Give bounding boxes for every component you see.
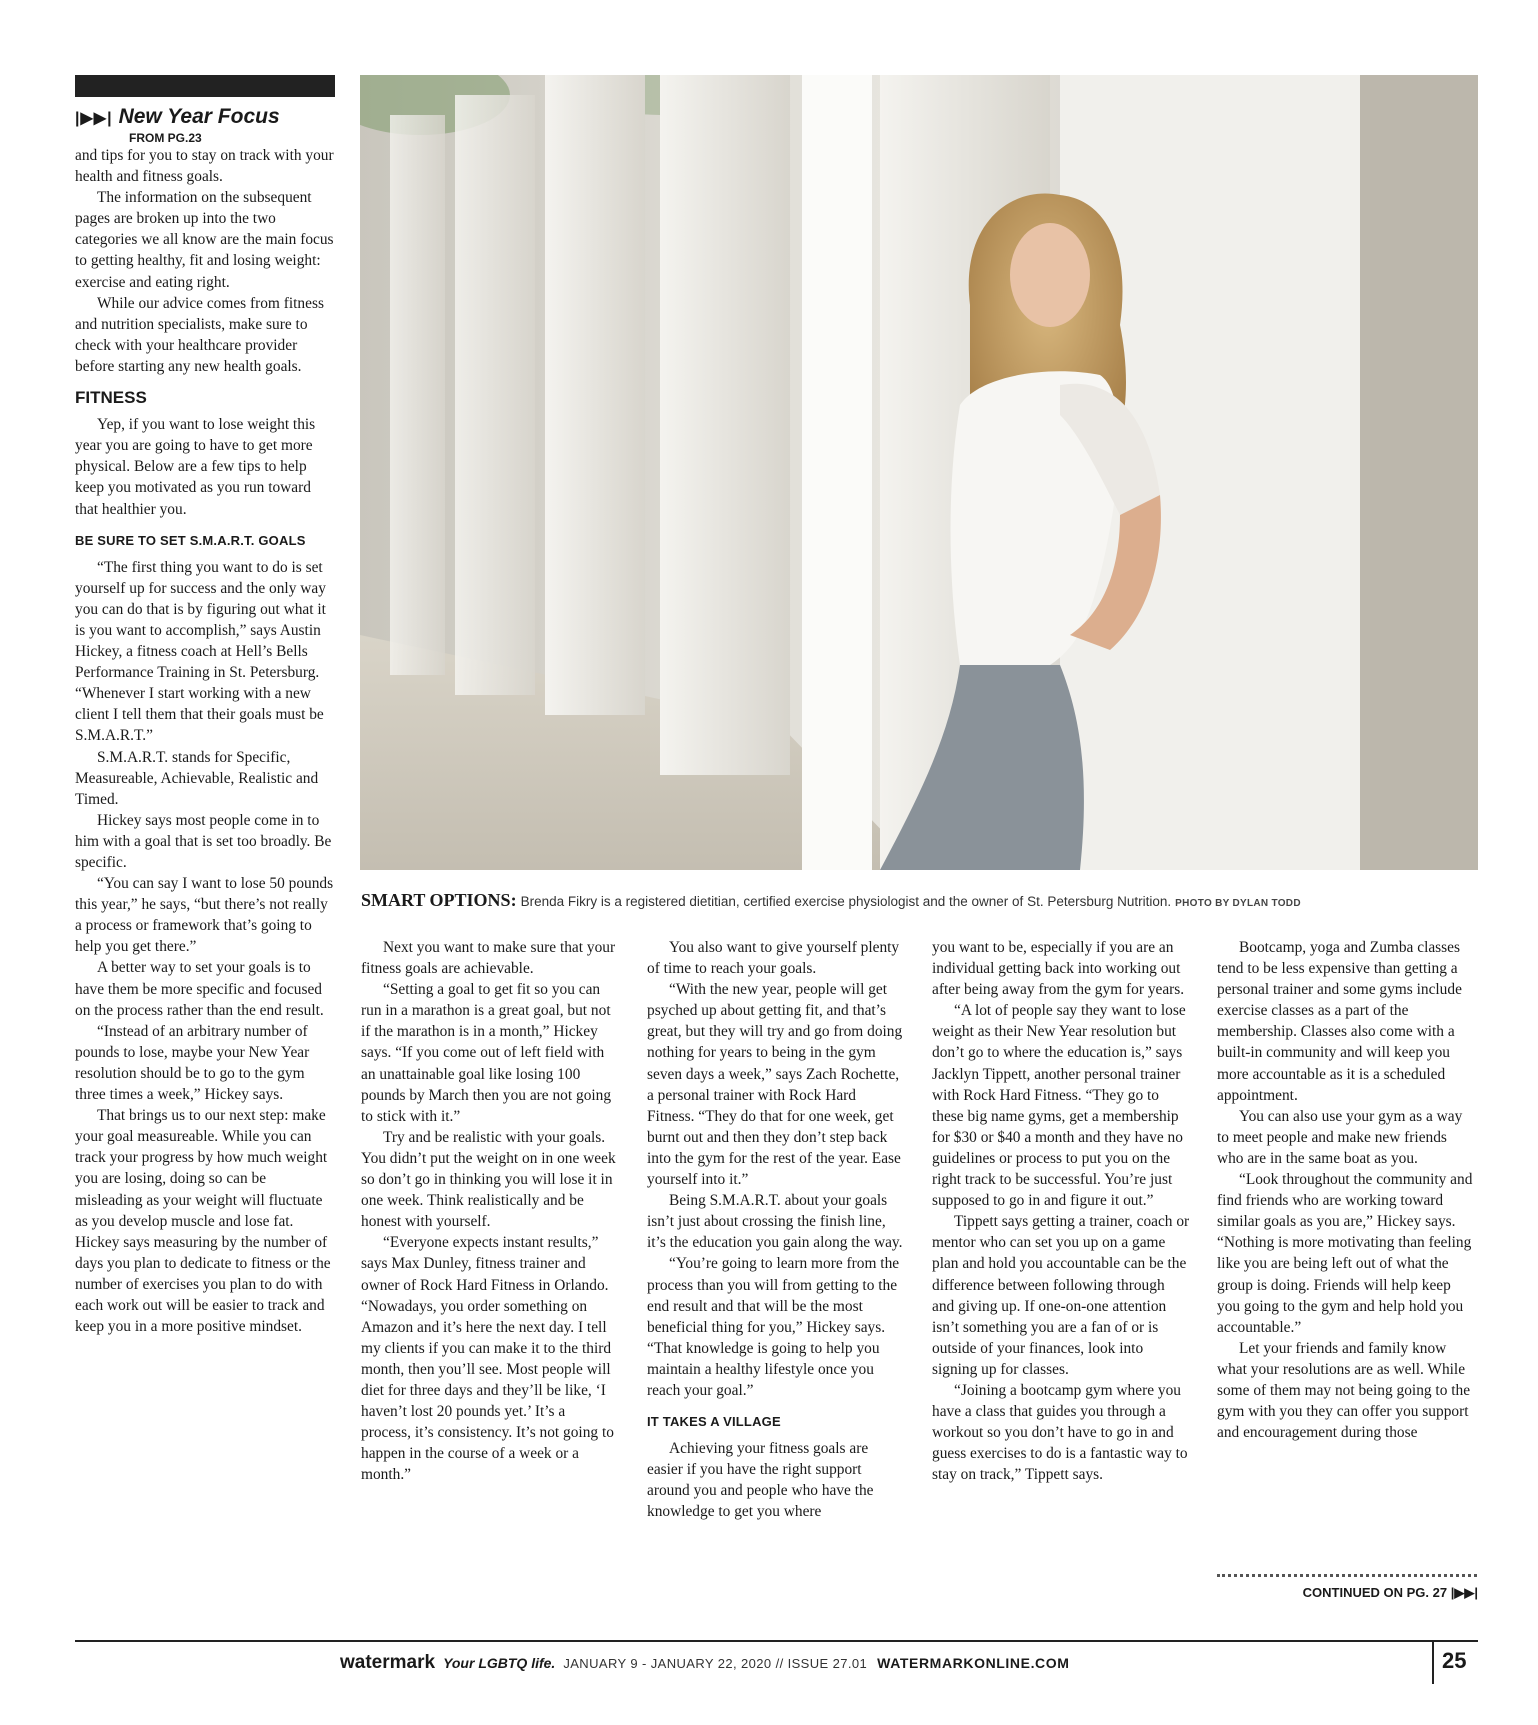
- paragraph: “Joining a bootcamp gym where you have a class that guides you through a workout so you don’t have to go in and guess exercises to do is a fantastic way to stay on track,” Tippett says.: [932, 1381, 1188, 1484]
- paragraph: Achieving your fitness goals are easier if you have the right support around you and people who have the knowledge to get you where: [647, 1440, 874, 1521]
- site-url[interactable]: WATERMARKONLINE.COM: [877, 1655, 1070, 1671]
- paragraph: Hickey says most people come in to him with a goal that is set too broadly. Be specific.: [75, 811, 332, 871]
- paragraph: Next you want to make sure that your fitness goals are achievable.: [361, 939, 616, 978]
- paragraph: “The first thing you want to do is set yourself up for success and the only way you can do that is by figuring out what it is you want to accomplish,” says Austin Hickey, a fitness coach at Hell’s Bells Performance Training in St. Petersburg. “Whenever I start working with a new client I tell them that their goals must be S.M.A.R.T.”: [75, 558, 326, 745]
- paragraph: “Instead of an arbitrary number of pounds to lose, maybe your New Year resolution should be to go to the gym three times a week,” Hickey says.: [75, 1022, 310, 1104]
- arrows-icon: |▶▶|: [75, 110, 113, 127]
- paragraph: “Everyone expects instant results,” says Max Dunley, fitness trainer and owner of Rock Hard Fitness in Orlando. “Nowadays, you order something on Amazon and it’s here the next day. I tell my clients if you can make it to the third month, then you’ll see. Most people will diet for three days and they’ll be like, ‘I haven’t lost 20 pounds yet.’ It’s a process, it’s consistency. It’s not going to happen in the course of a week or a month.”: [361, 1234, 614, 1484]
- paragraph: and tips for you to stay on track with your health and fitness goals.: [75, 147, 334, 186]
- paragraph: Bootcamp, yoga and Zumba classes tend to be less expensive than getting a personal trainer and some gyms include exercise classes as a part of the membership. Classes also come with a built-in community and will keep you more accountable as it is a scheduled appointment.: [1217, 939, 1462, 1104]
- brand-tagline: Your LGBTQ life.: [443, 1655, 556, 1671]
- village-heading: IT TAKES A VILLAGE: [647, 1414, 781, 1430]
- sidebar-body: [75, 145, 335, 1337]
- paragraph: “With the new year, people will get psyched up about getting fit, and that’s great, but they will try and go from doing nothing for years to being in the gym seven days a week,” says Zach Rochette, a personal trainer with Rock Hard Fitness. “They do that for one week, get burnt out and then they don’t step back into the gym for the rest of the year. Ease yourself into it.”: [647, 981, 903, 1189]
- paragraph: Let your friends and family know what your resolutions are as well. While some of them may not being going to the gym with you they can offer you support and encouragement during those: [1217, 1339, 1471, 1442]
- page-footer: [340, 1652, 1420, 1674]
- footer-divider: [1432, 1640, 1434, 1684]
- article-column-3: [647, 937, 905, 1523]
- paragraph: Yep, if you want to lose weight this year you are going to have to get more physical. Below are a few tips to help keep you motivated as you run toward that healthier you.: [75, 416, 316, 518]
- brand-logo: watermark: [340, 1652, 436, 1673]
- article-column-4: [932, 937, 1190, 1485]
- paragraph: Tippett says getting a trainer, coach or mentor who can set you up on a game plan and hold you accountable can be the difference between following through and giving up. If one-on-one attention isn’t something you are a fan of or is outside of your finances, look into signing up for classes.: [932, 1213, 1190, 1378]
- paragraph: “You can say I want to lose 50 pounds this year,” he says, “but there’s not really a process or framework that’s going to help you get there.”: [75, 875, 334, 956]
- page-number: 25: [1442, 1648, 1467, 1673]
- paragraph: “You’re going to learn more from the process than you will from getting to the end result and that will be the most beneficial thing for you,” Hickey says. “That knowledge is going to help you maintain a healthy lifestyle once you reach your goal.”: [647, 1255, 900, 1399]
- caption-lead: SMART OPTIONS:: [361, 890, 517, 910]
- paragraph: That brings us to our next step: make your goal measureable. While you can track your progress by how much weight you are losing, doing so can be misleading as your weight will fluctuate as you develop muscle and lose fat. Hickey says measuring by the number of days you plan to dedicate to fitness or the number of exercises you plan to do with each work out will be easier to track and keep you in a more positive mindset.: [75, 1107, 331, 1336]
- caption-text: Brenda Fikry is a registered dietitian, certified exercise physiologist and the owner of St. Petersburg Nutrition.: [520, 894, 1172, 909]
- feature-photo: [360, 75, 1478, 870]
- paragraph: Try and be realistic with your goals. You didn’t put the weight on in one week so don’t go in thinking you will lose it in one week. Think realistically and be honest with yourself.: [361, 1128, 616, 1231]
- footer-rule: [75, 1640, 1478, 1642]
- paragraph: “A lot of people say they want to lose weight as their New Year resolution but don’t go to where the education is,” says Jacklyn Tippett, another personal trainer with Rock Hard Fitness. “They go to these big name gyms, get a membership for $30 or $40 a month and they have no guidelines or process to put you on the right track to be successful. You’re just supposed to go in and figure it out.”: [932, 1002, 1186, 1210]
- section-bar: [75, 75, 335, 97]
- sidebar-column: [75, 75, 335, 1337]
- paragraph: “Look throughout the community and find friends who are working toward similar goals as you are,” Hickey says. “Nothing is more motivating than feeling like you are being left out of what the group is doing. Friends will help keep you going to the gym and help hold you accountable.”: [1217, 1171, 1473, 1336]
- fitness-heading: FITNESS: [75, 388, 147, 408]
- paragraph: A better way to set your goals is to have them be more specific and focused on the process rather than the end result.: [75, 959, 324, 1019]
- paragraph: S.M.A.R.T. stands for Specific, Measureable, Achievable, Realistic and Timed.: [75, 748, 319, 808]
- continued-link[interactable]: CONTINUED ON PG. 27 |▶▶|: [1302, 1585, 1478, 1600]
- kicker-label: New Year Focus: [118, 105, 280, 128]
- paragraph: Being S.M.A.R.T. about your goals isn’t just about crossing the finish line, it’s the education you gain along the way.: [647, 1192, 903, 1252]
- photo-credit: PHOTO BY DYLAN TODD: [1175, 898, 1301, 909]
- article-column-5: [1217, 937, 1475, 1443]
- issue-date: JANUARY 9 - JANUARY 22, 2020 // ISSUE 27.01: [563, 1656, 868, 1671]
- paragraph: you want to be, especially if you are an individual getting back into working out after being away from the gym for years.: [932, 939, 1185, 999]
- article-column-2: [361, 937, 619, 1485]
- paragraph: You also want to give yourself plenty of time to reach your goals.: [647, 939, 900, 978]
- dotted-divider: [1217, 1574, 1477, 1577]
- section-kicker: [75, 105, 335, 131]
- smart-heading: BE SURE TO SET S.M.A.R.T. GOALS: [75, 532, 306, 548]
- jump-from: FROM PG.23: [129, 131, 202, 145]
- photo-illustration: [360, 75, 1478, 870]
- paragraph: While our advice comes from fitness and nutrition specialists, make sure to check with your healthcare provider before starting any new health goals.: [75, 294, 324, 375]
- paragraph: The information on the subsequent pages are broken up into the two categories we all know are the main focus to getting healthy, fit and losing weight: exercise and eating right.: [75, 189, 334, 291]
- paragraph: You can also use your gym as a way to meet people and make new friends who are in the same boat as you.: [1217, 1107, 1463, 1167]
- photo-caption: [361, 890, 1481, 911]
- paragraph: “Setting a goal to get fit so you can run in a marathon is a great goal, but not if the marathon is in a month,” Hickey says. “If you come out of left field with an unattainable goal like losing 100 pounds by March then you are not going to stick with it.”: [361, 981, 612, 1125]
